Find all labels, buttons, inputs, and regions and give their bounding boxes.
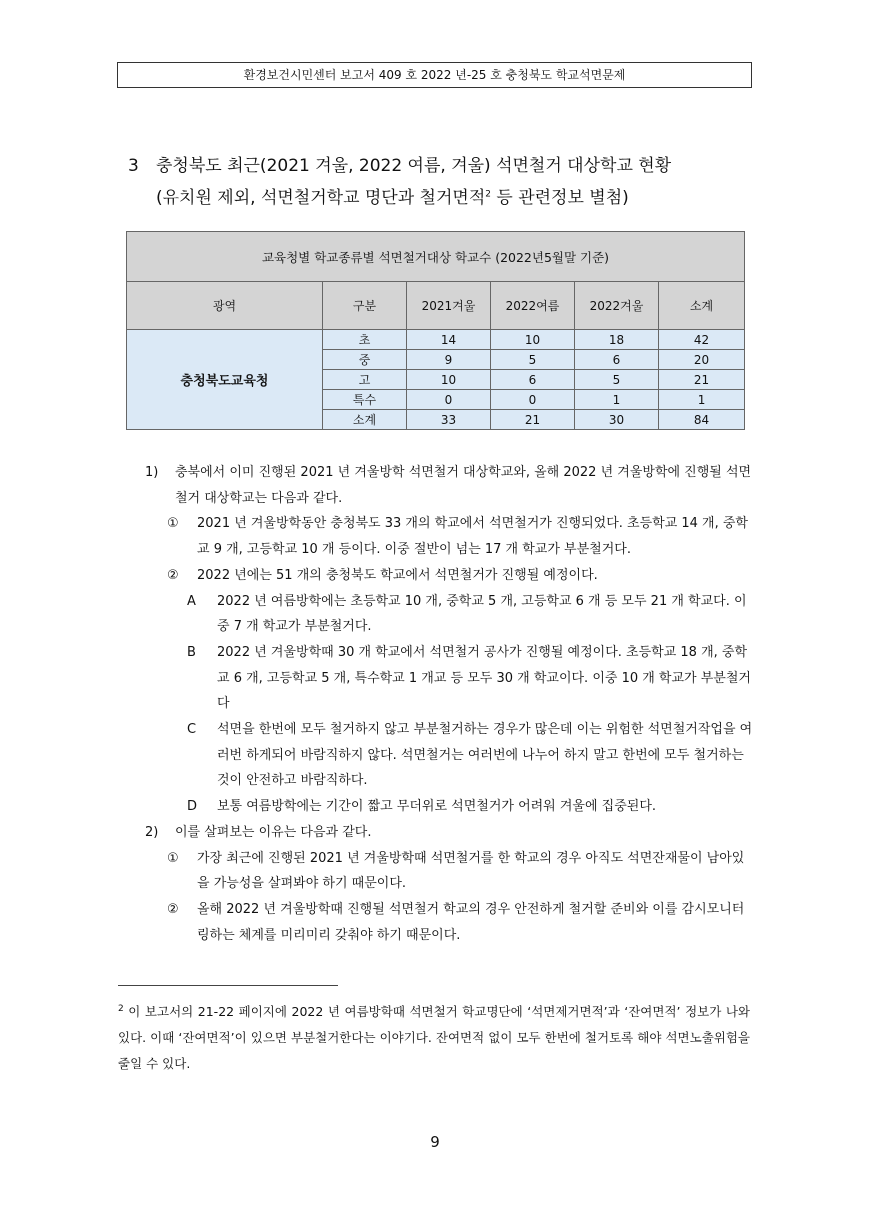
column-header: 광역 [127,282,323,330]
table-cell: 0 [407,390,491,410]
table-header-row [127,282,745,330]
table-cell: 18 [575,330,659,350]
list-text: 충북에서 이미 진행된 2021 년 겨울방학 석면철거 대상학교와, 올해 2022 년 겨울방학에 진행될 석면철거 대상학교는 다음과 같다. [175,465,752,506]
page-number: 9 [430,1133,440,1151]
table-cell: 9 [407,350,491,370]
school-type-cell: 특수 [323,390,407,410]
section-heading [128,150,768,214]
list-item [145,640,755,717]
list-marker: A [187,593,196,609]
table-cell: 42 [659,330,745,350]
list-marker: ② [167,901,179,917]
footnote-divider [118,985,338,986]
section-subtitle: (유치원 제외, 석면철거학교 명단과 철거면적 [156,188,486,208]
list-text: 올해 2022 년 겨울방학때 진행될 석면철거 학교의 경우 안전하게 철거할 준비와 이를 감시모니터링하는 체계를 미리미리 갖춰야 하기 때문이다. [197,901,745,943]
column-header: 구분 [323,282,407,330]
list-item [145,820,755,846]
section-number: 3 [128,156,139,176]
table-cell: 5 [491,350,575,370]
table-cell: 6 [575,350,659,370]
column-header: 소계 [659,282,745,330]
section-subtitle-tail: 등 관련정보 별첨) [490,188,629,208]
list-marker: D [187,799,198,815]
list-text: 2022 년 여름방학에는 초등학교 10 개, 중학교 5 개, 고등학교 6 개 등 모두 21 개 학교다. 이중 7 개 학교가 부분철거다. [217,593,747,635]
footnote [118,999,750,1077]
column-header: 2022겨울 [575,282,659,330]
school-type-cell: 초 [323,330,407,350]
table-cell: 21 [491,410,575,430]
section-title-text: 충청북도 최근(2021 겨울, 2022 여름, 겨울) 석면철거 대상학교 현황 [156,156,672,176]
body-text [145,460,755,948]
table-row [127,330,745,350]
list-marker: B [187,644,196,660]
table-cell: 5 [575,370,659,390]
footnote-text: 이 보고서의 21-22 페이지에 2022 년 여름방학때 석면철거 학교명단에 ‘석면제거면적’과 ‘잔여면적’ 정보가 나와있다. 이때 ‘잔여면적’이 있으면 부분철거한다는 이야기다. 잔여면적 없이 모두 한번에 철거토록 해야 석면노출위험을 줄일 수 있다. [118,1004,750,1071]
column-header: 2022여름 [491,282,575,330]
table-caption-row [127,232,745,282]
list-text: 2022 년 겨울방학때 30 개 학교에서 석면철거 공사가 진행될 예정이다. 초등학교 18 개, 중학교 6 개, 고등학교 5 개, 특수학교 1 개교 등 모두 30 개 학교이다. 이중 10 개 학교가 부분철거다 [217,644,751,712]
list-marker: ① [167,850,179,866]
list-marker: 1) [145,465,159,480]
running-header: 환경보건시민센터 보고서 409 호 2022 년-25 호 충청북도 학교석면문제 [117,62,752,88]
table-cell: 84 [659,410,745,430]
school-type-cell: 소계 [323,410,407,430]
list-item [145,846,755,897]
list-marker: ① [167,516,179,532]
table-cell: 1 [575,390,659,410]
list-item [145,717,755,794]
footnote-marker: 2 [118,1003,124,1014]
footnote-reference[interactable]: 2 [485,189,491,200]
table-cell: 30 [575,410,659,430]
column-header: 2021겨울 [407,282,491,330]
list-text: 이를 살펴보는 이유는 다음과 같다. [175,824,372,840]
list-item [145,897,755,948]
section-heading-line1 [128,150,768,182]
list-item [145,460,755,511]
table-cell: 14 [407,330,491,350]
list-item [145,589,755,640]
school-type-cell: 고 [323,370,407,390]
list-item [145,511,755,562]
list-item [145,794,755,820]
table-caption: 교육청별 학교종류별 석면철거대상 학교수 (2022년5월말 기준) [127,232,745,282]
table-cell: 1 [659,390,745,410]
list-text: 보통 여름방학에는 기간이 짧고 무더위로 석면철거가 어려워 겨울에 집중된다. [217,799,657,815]
list-marker: C [187,722,197,738]
table-cell: 6 [491,370,575,390]
list-text: 2022 년에는 51 개의 충청북도 학교에서 석면철거가 진행될 예정이다. [197,567,598,583]
list-marker: 2) [145,824,159,840]
list-text: 가장 최근에 진행된 2021 년 겨울방학때 석면철거를 한 학교의 경우 아직도 석면잔재물이 남아있을 가능성을 살펴봐야 하기 때문이다. [197,850,745,892]
list-text: 2021 년 겨울방학동안 충청북도 33 개의 학교에서 석면철거가 진행되었다. 초등학교 14 개, 중학교 9 개, 고등학교 10 개 등이다. 이중 절반이 넘는 17 개 학교가 부분철거다. [197,516,748,558]
school-type-cell: 중 [323,350,407,370]
list-text: 석면을 한번에 모두 철거하지 않고 부분철거하는 경우가 많은데 이는 위험한 석면철거작업을 여러번 하게되어 바람직하지 않다. 석면철거는 여러번에 나누어 하지 말고 한번에 모두 철거하는 것이 안전하고 바람직하다. [217,722,753,789]
table-cell: 10 [407,370,491,390]
table-cell: 33 [407,410,491,430]
region-cell: 충청북도교육청 [127,330,323,430]
asbestos-schools-table [126,231,745,430]
table-cell: 10 [491,330,575,350]
table-cell: 21 [659,370,745,390]
list-item [145,563,755,589]
list-marker: ② [167,567,179,583]
section-heading-line2 [128,182,768,214]
table-cell: 0 [491,390,575,410]
table-cell: 20 [659,350,745,370]
